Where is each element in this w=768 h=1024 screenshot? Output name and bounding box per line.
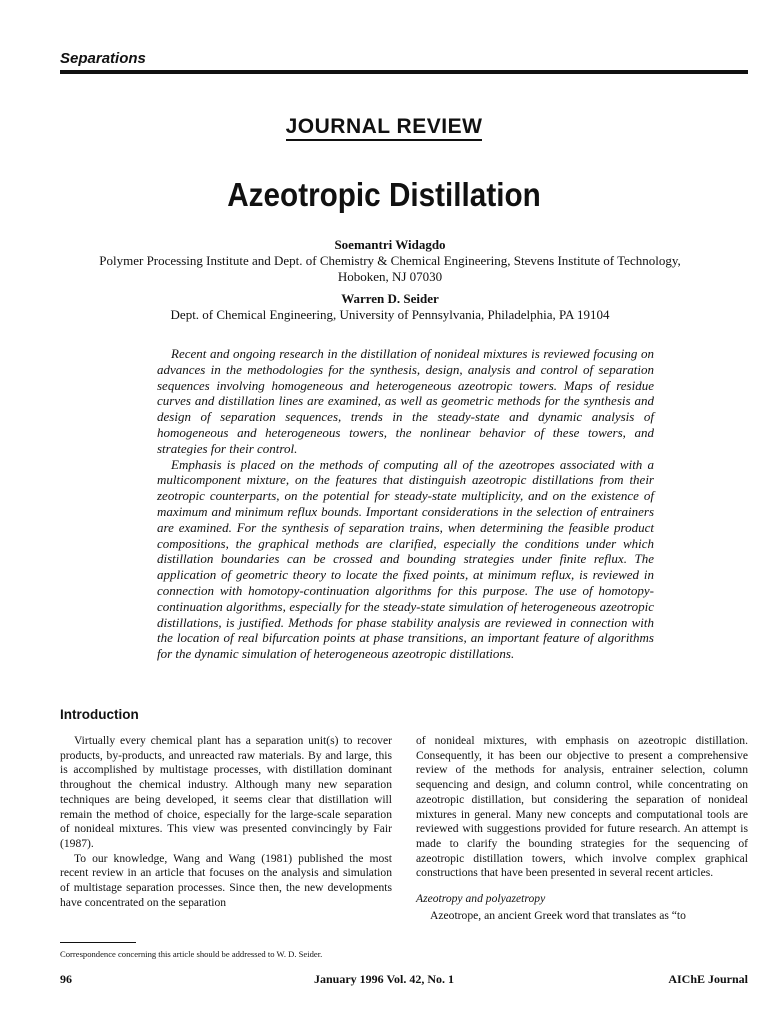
author-block [80, 237, 700, 323]
author-affiliation: Dept. of Chemical Engineering, University of Pennsylvania, Philadelphia, PA 19104 [170, 307, 610, 322]
kicker-text: JOURNAL REVIEW [286, 115, 483, 141]
abstract [157, 346, 654, 662]
section-label: Separations [60, 50, 146, 67]
author-name: Soemantri Widagdo [334, 237, 446, 252]
body-column-left [60, 734, 392, 910]
journal-review-kicker [0, 115, 768, 139]
header-rule [60, 70, 748, 74]
author-affiliation: Polymer Processing Institute and Dept. of Chemistry & Chemical Engineering, Stevens Institute of Technology, [99, 253, 681, 268]
footnote-rule [60, 942, 136, 943]
author-affiliation: Hoboken, NJ 07030 [337, 269, 443, 284]
introduction-heading: Introduction [60, 707, 139, 722]
body-paragraph: of nonideal mixtures, with emphasis on azeotropic distillation. Consequently, it has been our objective to present a comprehensive review of the methods for analysis, entrainer selection, column sequencing and design, and column control, while concentrating on azeotropic distillation, but considering the separation of nonideal mixtures in general. Many new concepts and computational tools are reviewed with suggestions provided for future research. An attempt is made to clarify the bounding strategies for the sequencing of azeotropic distillation towers, which involve complex graphical constructions that have been presented in several recent articles. [416, 734, 748, 880]
body-paragraph: To our knowledge, Wang and Wang (1981) published the most recent review in an article that focuses on the analysis and simulation of multistage separation processes. Since then, the new developments have concentrated on the separation [60, 851, 392, 909]
page-number: 96 [60, 972, 72, 986]
journal-name: AIChE Journal [668, 972, 748, 986]
footnote: Correspondence concerning this article should be addressed to W. D. Seider. [60, 949, 323, 959]
article-title: Azeotropic Distillation [227, 176, 541, 213]
body-paragraph: Azeotrope, an ancient Greek word that translates as “to [430, 908, 686, 922]
abstract-paragraph: Recent and ongoing research in the distillation of nonideal mixtures is reviewed focusing on advances in the methodologies for the synthesis, design, analysis and control of separation sequences involving homogeneous and heterogeneous azeotropic towers. Maps of residue curves and distillation lines are examined, as well as geometric methods for the synthesis and design of separation sequences, trends in the steady-state and dynamic analysis of homogeneous and heterogeneous towers, the nonlinear behavior of these towers, and strategies for their control. [157, 346, 654, 456]
abstract-paragraph: Emphasis is placed on the methods of computing all of the azeotropes associated with a multicomponent mixture, on the features that distinguish azeotropic distillations from their zeotropic counterparts, on the potential for steady-state multiplicity, and on the existence of maximum and minimum reflux bounds. Important considerations in the selection of entrainers are examined. For the synthesis of separation trains, when determining the feasible product compositions, the graphical methods are clarified, especially the conditions under which distillation boundaries can be crossed and bounding strategies under finite reflux. The application of geometric theory to locate the fixed points, at minimum reflux, is reviewed in connection with homotopy-continuation algorithms for this purpose. The use of homotopy-continuation algorithms, especially for the steady-state simulation of heterogeneous azeotropic distillations, is justified. Methods for phase stability analysis are reviewed in connection with the location of real bifurcation points at phase transitions, an important feature of algorithms for the dynamic simulation of heterogeneous azeotropic distillations. [157, 456, 654, 662]
issue-info: January 1996 Vol. 42, No. 1 [313, 972, 455, 986]
subsection-heading: Azeotropy and polyazetropy [416, 892, 546, 906]
author-name: Warren D. Seider [341, 291, 439, 306]
body-column-right [416, 734, 748, 923]
body-paragraph: Virtually every chemical plant has a separation unit(s) to recover products, by-products, and unreacted raw materials. By and large, this is accomplished by multistage processes, with distillation dominant throughout the chemical industry. Although many new separation techniques are being developed, it seems clear that distillation will remain the method of choice, especially for the large-scale separation of nonideal mixtures. This view was presented convincingly by Fair (1987). [60, 734, 392, 850]
